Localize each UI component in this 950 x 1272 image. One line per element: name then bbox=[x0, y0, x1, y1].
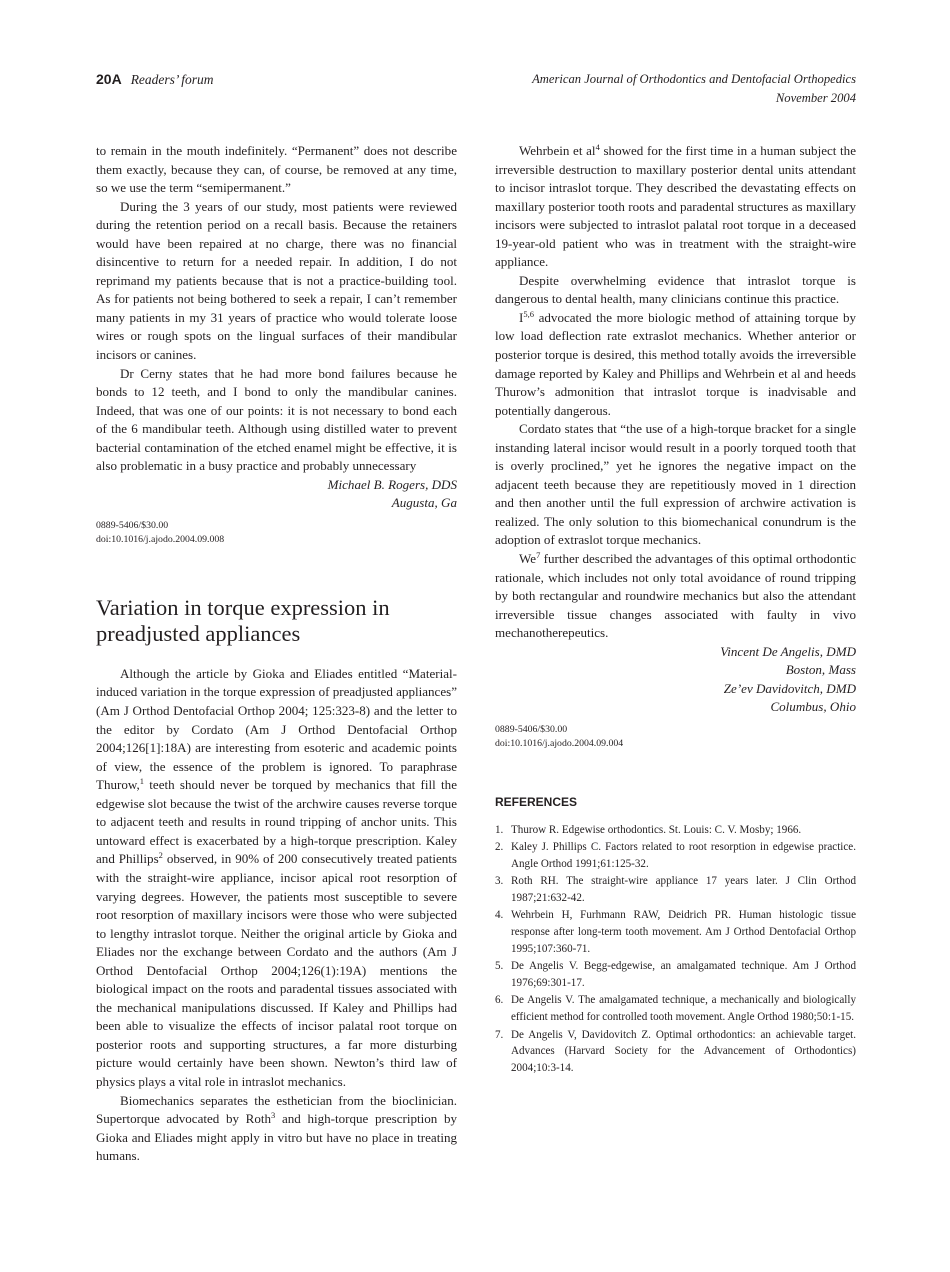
left-column bbox=[96, 142, 457, 1166]
author-name: Vincent De Angelis, DMD bbox=[720, 643, 856, 659]
author-name: Ze’ev Davidovitch, DMD bbox=[723, 680, 856, 696]
letter2-paragraph: I$^{5,6}$ advocated the more biologic method of attaining torque by low load deflection rate extraslot mechanics. Whether anterior or posterior torque is desired, this method totally avoids the irreversible damage reported by Kaley and Phillips and Wehrbein et al and heeds Thurow’s admonition that intraslot torque is inadvisable and potentially dangerous. bbox=[495, 308, 856, 418]
author-location: Augusta, Ga bbox=[391, 495, 457, 511]
citation-ref[interactable]: 1 bbox=[139, 776, 144, 787]
letter1-paragraph: Dr Cerny states that he had more bond failures because he bonds to 12 teeth, and I bond to only the mandibular canines. Indeed, that was one of our points: it is not necessary to bond each of the 6 mandibular teeth. Although using distilled water to prevent bacterial contamination of the etched enamel might be effective, it is also problematic in a busy practice and probably unnecessary bbox=[96, 365, 457, 474]
reference-item: 4. Wehrbein H, Furhmann RAW, Deidrich PR. Human histologic tissue response after long-term tooth movement. Am J Orthod Dentofacial Orthop 1995;107:360-71. bbox=[495, 909, 856, 955]
issn-price: 0889-5406/$30.00 bbox=[495, 723, 568, 735]
references-list bbox=[495, 822, 856, 1078]
author-name: Michael B. Rogers, DDS bbox=[327, 476, 457, 492]
article-title bbox=[96, 595, 457, 647]
reference-item: 7. De Angelis V, Davidovitch Z. Optimal orthodontics: an achievable target. Advances (Harvard Society for the Advancement of Orthodontics) 2004;10:3-14. bbox=[495, 1028, 856, 1075]
letter2-meta bbox=[495, 723, 856, 751]
citation-ref[interactable]: 3 bbox=[271, 1110, 276, 1121]
citation-ref[interactable]: 4 bbox=[595, 142, 600, 152]
running-head-right bbox=[532, 70, 856, 107]
references-heading: REFERENCES bbox=[495, 794, 578, 809]
citation-ref[interactable]: 7 bbox=[536, 550, 541, 561]
section-name: Readers’ forum bbox=[130, 72, 214, 87]
letter2-paragraph: Cordato states that “the use of a high-torque bracket for a single instanding lateral incisor would result in a poorly torqued tooth that is overly proclined,” yet he ignores the negative impact on the adjacent teeth because they are repetitiously moved in 1 direction and then another until the full expression of archwire activation is realized. The only solution to this biomechanical conundrum is the adoption of extraslot torque mechanics. bbox=[495, 421, 856, 548]
author-location: Boston, Mass bbox=[785, 662, 856, 678]
reference-item: 3. Roth RH. The straight-wire appliance 17 years later. J Clin Orthod 1987;21:632-42. bbox=[495, 875, 856, 904]
reference-item: 6. De Angelis V. The amalgamated technique, a mechanically and biologically efficient method for controlled tooth movement. Angle Orthod 1980;50:1-15. bbox=[495, 994, 856, 1024]
letter2-paragraph: Wehrbein et $al^4$ showed for the first time in a human subject the irreversible destruction to maxillary posterior dental units attendant to incisor intraslot torque. They described the devastating effects on maxillary posterior tooth roots and paradental structures as maxillary incisors were subjected to intraslot palatal root torque in a deceased 19-year-old patient who was in treatment with the straight-wire appliance. bbox=[495, 142, 857, 270]
journal-title: American Journal of Orthodontics and Dentofacial Orthopedics bbox=[532, 72, 856, 86]
doi-link[interactable]: doi:10.1016/j.ajodo.2004.09.004 bbox=[495, 737, 624, 749]
running-head-left bbox=[96, 70, 214, 89]
citation-ref[interactable]: 2 bbox=[158, 850, 163, 861]
reference-item: 5. De Angelis V. Begg-edgewise, an amalgamated technique. Am J Orthod 1976;69:301-17. bbox=[495, 960, 856, 990]
letter1-paragraph: During the 3 years of our study, most patients were reviewed during the retention period on a recall basis. Because the retainers would have been repaired at no charge, there was no financial disincentive to return for a needed repair. In addition, I do not reprimand my patients because that is not a practice-building tool. As for patients not being bothered to seek a repair, I can’t remember many patients in my 31 years of practice who would tolerate loose wires or rough spots on the lingual surfaces of their mandibular incisors or canines. bbox=[96, 198, 457, 363]
reference-item: 2. Kaley J. Phillips C. Factors related to root resorption in edgewise practice. Angle Orthod 1991;61:125-32. bbox=[495, 840, 856, 870]
article-title-line: preadjusted appliances bbox=[96, 620, 301, 646]
letter2-signatures bbox=[495, 643, 856, 717]
running-head bbox=[96, 70, 856, 110]
page-number: 20A bbox=[96, 71, 122, 87]
reference-item: 1. Thurow R. Edgewise orthodontics. St. Louis: C. V. Mosby; 1966. bbox=[495, 823, 802, 836]
article-title-line: Variation in torque expression in bbox=[96, 594, 390, 620]
letter2-paragraph: Despite overwhelming evidence that intraslot torque is dangerous to dental health, many clinicians continue this practice. bbox=[495, 272, 856, 307]
letter1-signature bbox=[96, 476, 457, 513]
letter1-meta bbox=[96, 519, 457, 547]
author-location: Columbus, Ohio bbox=[770, 699, 856, 715]
citation-ref[interactable]: 5,6 bbox=[523, 308, 534, 319]
letter2-paragraph: We$^7$ further described the advantages of this optimal orthodontic rationale, which includes not only total avoidance of round tripping by both rectangular and roundwire mechanics but also the attendant irreversible tissue changes associated with faulty in vivo mechanotherepeutics. bbox=[495, 550, 856, 641]
letter2-paragraph: Biomechanics separates the esthetician from the bioclinician. Supertorque advocated by Roth$^3$ and high-torque prescription by Gioka and Eliades might apply in vitro but have no place in treating humans. bbox=[96, 1092, 457, 1164]
issue-date: November 2004 bbox=[775, 90, 856, 105]
letter1-paragraph: to remain in the mouth indefinitely. “Permanent” does not describe them exactly, because they can, of course, be removed at any time, so we use the term “semipermanent.” bbox=[96, 143, 457, 196]
doi-link[interactable]: doi:10.1016/j.ajodo.2004.09.008 bbox=[96, 533, 225, 545]
issn-price: 0889-5406/$30.00 bbox=[96, 519, 169, 531]
letter2-paragraph: Although the article by Gioka and Eliades entitled “Material-induced variation in the torque expression of preadjusted appliances” (Am J Orthod Dentofacial Orthop 2004; 125:323-8) and the letter to the editor by Cordato (Am J Orthod Dentofacial Orthop 2004;126[1]:18A) are interesting from esoteric and academic points of view, the essence of the problem is ignored. To paraphrase Thurow,$^1$ teeth should never be torqued by mechanics that fill the edgewise slot because the twist of the archwire causes reverse torque to adjacent teeth and results in round tripping of anchor units. This untoward effect is exacerbated by a high-torque prescription. Kaley and Phillips$^2$ observed, in 90% of 200 consecutively treated patients with the straight-wire appliance, incisor apical root resorption of varying degrees. However, the patients most susceptible to severe root resorption of maxillary incisors were those who were subjected to lengthy intraslot torque. Neither the original article by Gioka and Eliades nor the exchange between Cordato and the authors (Am J Orthod Dentofacial Orthop 2004;126(1):19A) mentions the biological impact on the roots and paradental tissues associated with the mechanical manipulations discussed. If Kaley and Phillips had been able to visualize the effects of incisor palatal root torque on posterior roots and supporting structures, a far more disturbing picture would certainly have been shown. Newton’s third law of physics plays a vital role in intraslot mechanics. bbox=[96, 665, 457, 1089]
right-column bbox=[495, 142, 856, 1078]
